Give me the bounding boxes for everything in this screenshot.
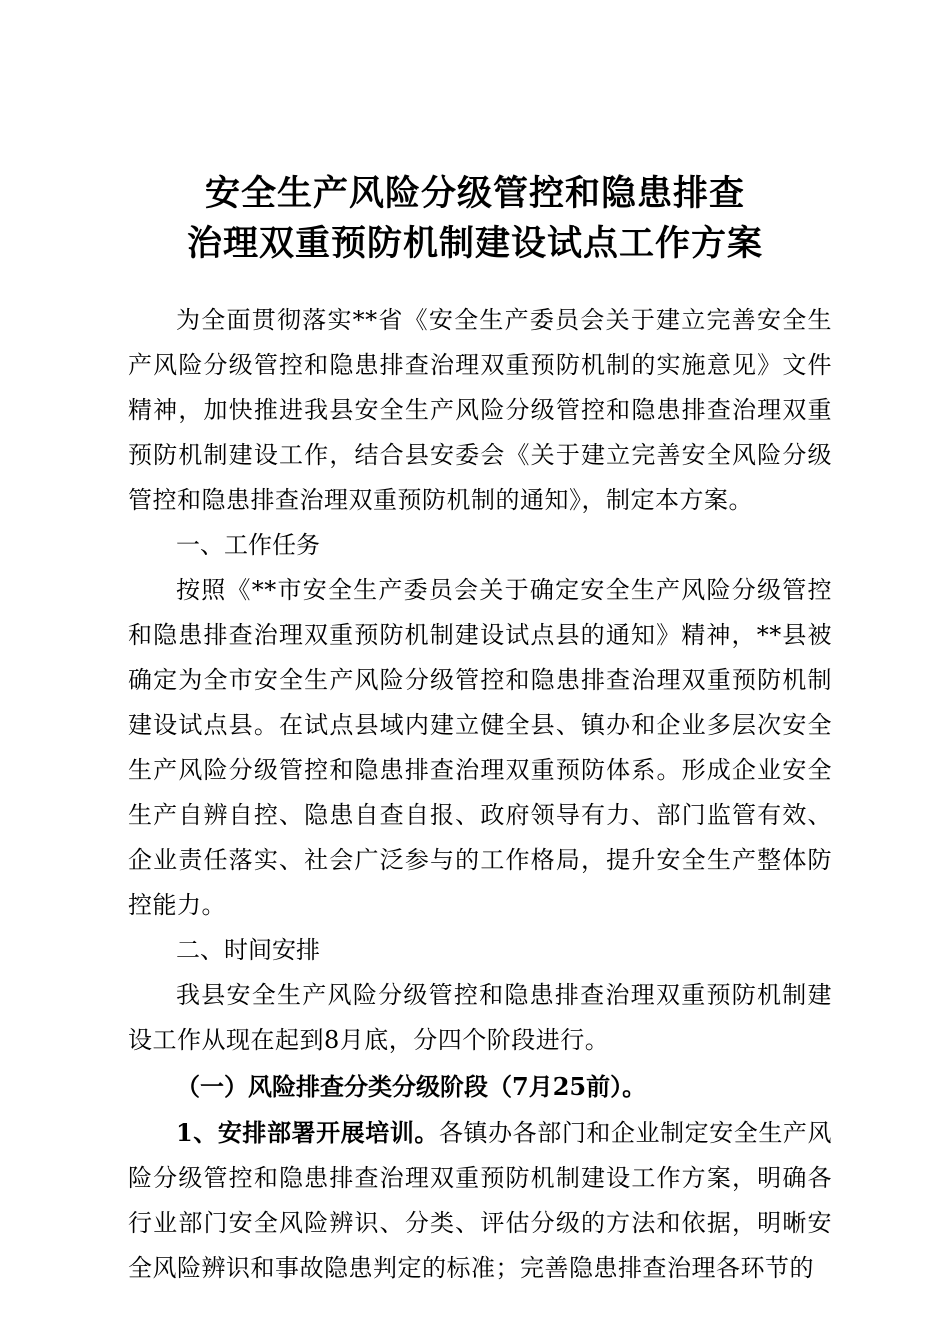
document-title-line1: 安全生产风险分级管控和隐患排查 [204, 173, 745, 214]
intro-paragraph: 为全面贯彻落实**省《安全生产委员会关于建立完善安全生产风险分级管控和隐患排查治理双重预防机制的实施意见》文件精神，加快推进我县安全生产风险分级管控和隐患排查治理双重预防机制建设工作，结合县安委会《关于建立完善安全风险分级管控和隐患排查治理双重预防机制的通知》，制定本方案。 [128, 306, 832, 514]
item1-lead: 1、安排部署开展培训。 [176, 1118, 439, 1147]
item1-body: 各镇办各部门和企业制定安全生产风险分级管控和隐患排查治理双重预防机制建设工作方案，明确各行业部门安全风险辨识、分类、评估分级的方法和依据，明晰安全风险辨识和事故隐患判定的标准；完善隐患排查治理各环节的 [128, 1119, 833, 1282]
item1-paragraph [128, 1110, 832, 1291]
section1-heading: 一、工作任务 [176, 531, 320, 559]
phase1-heading: （一）风险排查分类分级阶段（7月25前）。 [176, 1072, 647, 1101]
section2-heading: 二、时间安排 [176, 936, 320, 964]
document-body [128, 298, 832, 1291]
section1-paragraph: 按照《**市安全生产委员会关于确定安全生产风险分级管控和隐患排查治理双重预防机制建设试点县的通知》精神，**县被确定为全市安全生产风险分级管控和隐患排查治理双重预防机制建设试点县。在试点县域内建立健全县、镇办和企业多层次安全生产风险分级管控和隐患排查治理双重预防体系。形成企业安全生产自辨自控、隐患自查自报、政府领导有力、部门监管有效、企业责任落实、社会广泛参与的工作格局，提升安全生产整体防控能力。 [128, 576, 832, 919]
document-title-line2: 治理双重预防机制建设试点工作方案 [186, 223, 763, 264]
section2-paragraph: 我县安全生产风险分级管控和隐患排查治理双重预防机制建设工作从现在起到8月底，分四个阶段进行。 [128, 981, 832, 1054]
